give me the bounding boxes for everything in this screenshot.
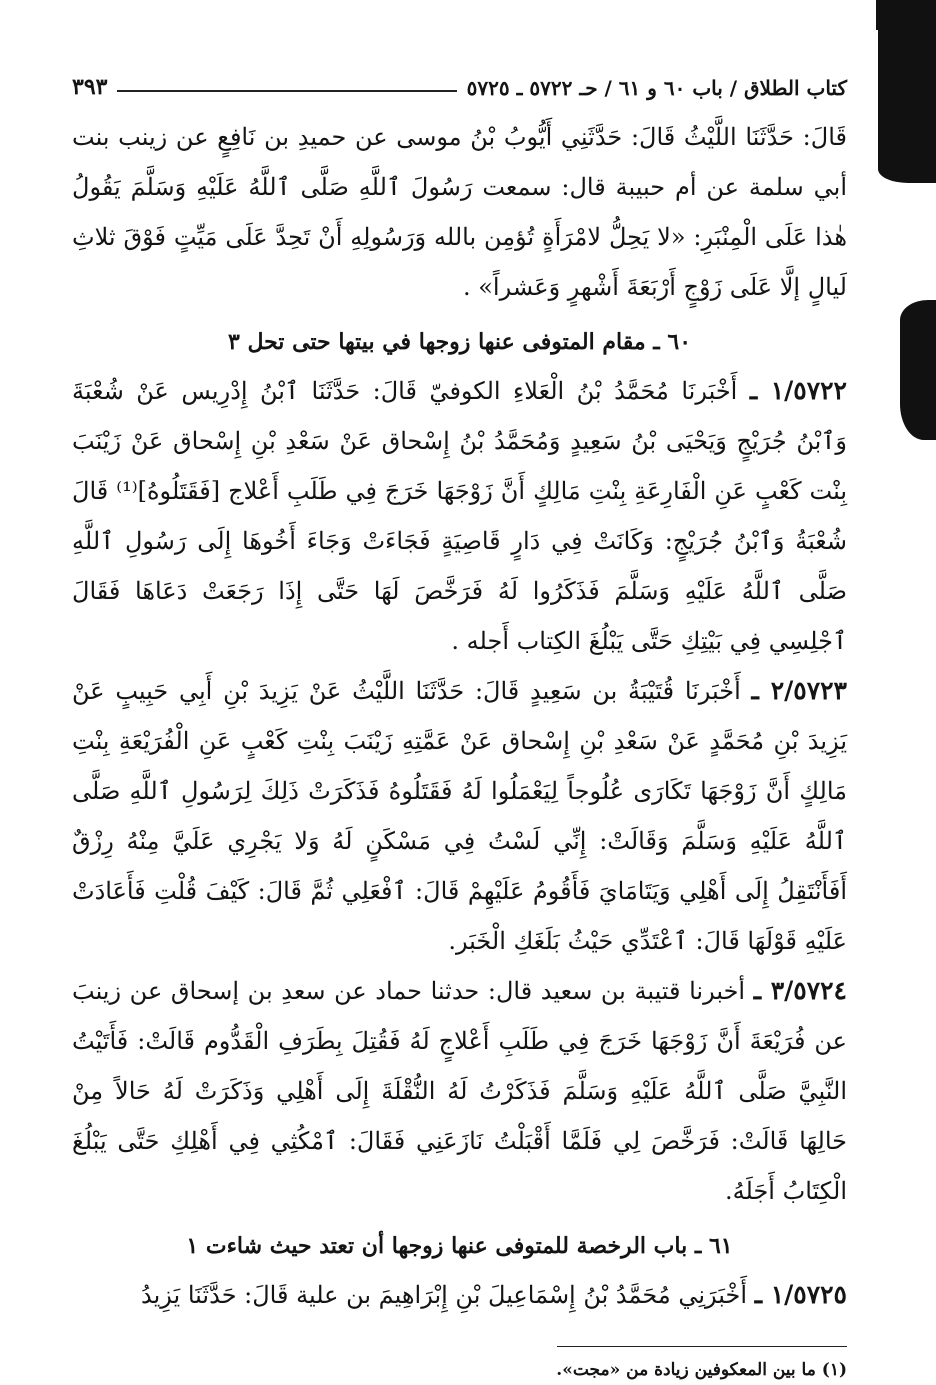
scan-edge-tab bbox=[878, 8, 936, 183]
scan-edge-tab-lower bbox=[900, 300, 936, 440]
hadith-5723 bbox=[72, 666, 847, 966]
hadith-5724 bbox=[72, 966, 847, 1216]
chapter-heading-61: ٦١ ـ باب الرخصة للمتوفى عنها زوجها أن تعتد حيث شاءت ١ bbox=[186, 1233, 733, 1259]
header-rule bbox=[117, 90, 456, 92]
footnote: (١) ما بين المعكوفين زيادة من «مجت». bbox=[556, 1360, 847, 1380]
running-header bbox=[72, 70, 847, 100]
chapter-heading-60: ٦٠ ـ مقام المتوفى عنها زوجها في بيتها حتى تحل ٣ bbox=[227, 329, 692, 355]
page-number: ٣٩٣ bbox=[72, 74, 108, 100]
intro-paragraph: قَالَ: حَدَّثَنَا اللَّيْثُ قَالَ: حَدَّثَنِي أَيُّوبُ بْنُ موسى عن حميدِ بن نَافِعٍ عن زينب بنت أبي سلمة عن أم حبيبة قال: سمعت رَسُولَ ٱللَّهِ صَلَّى ٱللَّهُ عَلَيْهِ وَسَلَّمَ يَقُولُ هٰذا عَلَى الْمِنْبَرِ: «لا يَحِلُّ لامْرَأَةٍ تُؤمِن بالله وَرَسُولِهِ أَنْ تَحِدَّ عَلَى مَيِّتٍ فَوْقَ ثلاثِ لَيالٍ إلَّا عَلَى زَوْجٍ أَرْبَعَةَ أَشْهرٍ وَعَشراً» . bbox=[72, 123, 847, 301]
running-header-title: كتاب الطلاق / باب ٦٠ و ٦١ / حـ ٥٧٢٢ ـ ٥٧٢٥ bbox=[466, 76, 847, 100]
hadith-text: أَخْبَرنَا قُتَيْبَةُ بن سَعِيدٍ قَالَ: حَدَّثَنَا اللَّيْثُ عَنْ يَزِيدَ بْنِ أَبِي حَبِيبٍ عَنْ يَزِيدَ بْنِ مُحَمَّدٍ عَنْ سَعْدِ بْنِ إِسْحاق عَنْ عَمَّتِهِ زَيْنَبَ بِنْتِ كَعْبٍ عَنِ الْفُرَيْعَةِ بِنْتِ مَالِكٍ أَنَّ زَوْجَهَا تَكَارَى عُلُوجاً لِيَعْمَلُوا لَهُ فَقَتَلُوهُ فَذَكَرَتْ ذَلِكَ لِرَسُولِ ٱللَّهِ صَلَّى ٱللَّهُ عَلَيْهِ وَسَلَّمَ وَقَالَتْ: إِنِّي لَسْتُ فِي مَسْكَنٍ لَهُ وَلا يَجْرِي عَلَيَّ مِنْهُ رِزْقٌ أَفَأَنْتَقِلُ إِلَى أَهْلِي وَيَتَامَايَ فَأَقُومُ عَلَيْهِمْ قَالَ: ٱفْعَلِي ثُمَّ قَالَ: كَيْفَ قُلْتِ فَأَعَادَتْ عَلَيْهِ قَوْلَهَا قَالَ: ٱعْتَدِّي حَيْثُ بَلَغَكِ الْخَبَر. bbox=[72, 677, 847, 955]
hadith-text: أخبرنا قتيبة بن سعيد قال: حدثنا حماد عن سعدِ بن إسحاق عن زينبَ عن فُرَيْعَةَ أَنَّ زَوْجَهَا خَرَجَ فِي طَلَبِ أَعْلاجٍ لَهُ فَقُتِلَ بِطَرَفِ الْقَدُّوم قَالَتْ: فَأَتَيْتُ النَّبِيَّ صَلَّى ٱللَّهُ عَلَيْهِ وَسَلَّمَ فَذَكَرْتُ لَهُ النُّقْلَةَ إِلَى أَهْلِي وَذَكَرَتْ لَهُ حَالاً مِنْ حَالِهَا قَالَتْ: فَرَخَّصَ لِي فَلَمَّا أَقْبَلْتُ نَازَعَنِي فَقَالَ: ٱمْكُثِي فِي أَهْلِكِ حَتَّى يَبْلُغَ الْكِتَابُ أَجَلَهُ. bbox=[72, 977, 847, 1205]
hadith-number: ١/٥٧٢٢ ـ bbox=[749, 376, 847, 405]
hadith-number: ٢/٥٧٢٣ ـ bbox=[751, 676, 847, 705]
hadith-5725 bbox=[72, 1270, 847, 1320]
footnote-rule bbox=[557, 1346, 847, 1347]
hadith-text: أَخْبَرنَا مُحَمَّدُ بْنُ الْعَلاءِ الكوفيّ قَالَ: حَدَّثَنَا ٱبْنُ إِدْرِيس عَنْ شُعْبَةَ وَٱبْنُ جُرَيْجٍ وَيَحْيَى بْنُ سَعِيدٍ وَمُحَمَّدُ بْنُ إِسْحاق عَنْ سَعْدِ بْنِ إِسْحاق عَنْ زَيْنَبَ بِنْت كَعْبٍ عَنِ الْفَارِعَةِ بِنْتِ مَالِكٍ أَنَّ زَوْجَهَا خَرَجَ فِي طَلَبِ أَعْلاج [فَقَتَلُوهُ]⁽¹⁾ قَالَ شُعْبَةُ وَٱبْنُ جُرَيْجٍ: وَكَانَتْ فِي دَارٍ قَاصِيَةٍ فَجَاءَتْ وَجَاءَ أَخُوهَا إِلَى رَسُولِ ٱللَّهِ صَلَّى ٱللَّهُ عَلَيْهِ وَسَلَّمَ فَذَكَرُوا لَهُ فَرَخَّصَ لَهَا حَتَّى إِذَا رَجَعَتْ دَعَاهَا فَقَالَ ٱجْلِسِي فِي بَيْتِكِ حَتَّى يَبْلُغَ الكِتاب أَجله . bbox=[72, 377, 847, 655]
hadith-number: ١/٥٧٢٥ ـ bbox=[754, 1280, 847, 1309]
book-page bbox=[72, 70, 847, 1385]
hadith-text: أَخْبَرَنِي مُحَمَّدُ بْنُ إِسْمَاعِيلَ بْنِ إِبْرَاهِيمَ بن علية قَالَ: حَدَّثَنَا يَزِيدُ bbox=[141, 1281, 748, 1309]
hadith-5722 bbox=[72, 366, 847, 666]
hadith-number: ٣/٥٧٢٤ ـ bbox=[753, 976, 847, 1005]
